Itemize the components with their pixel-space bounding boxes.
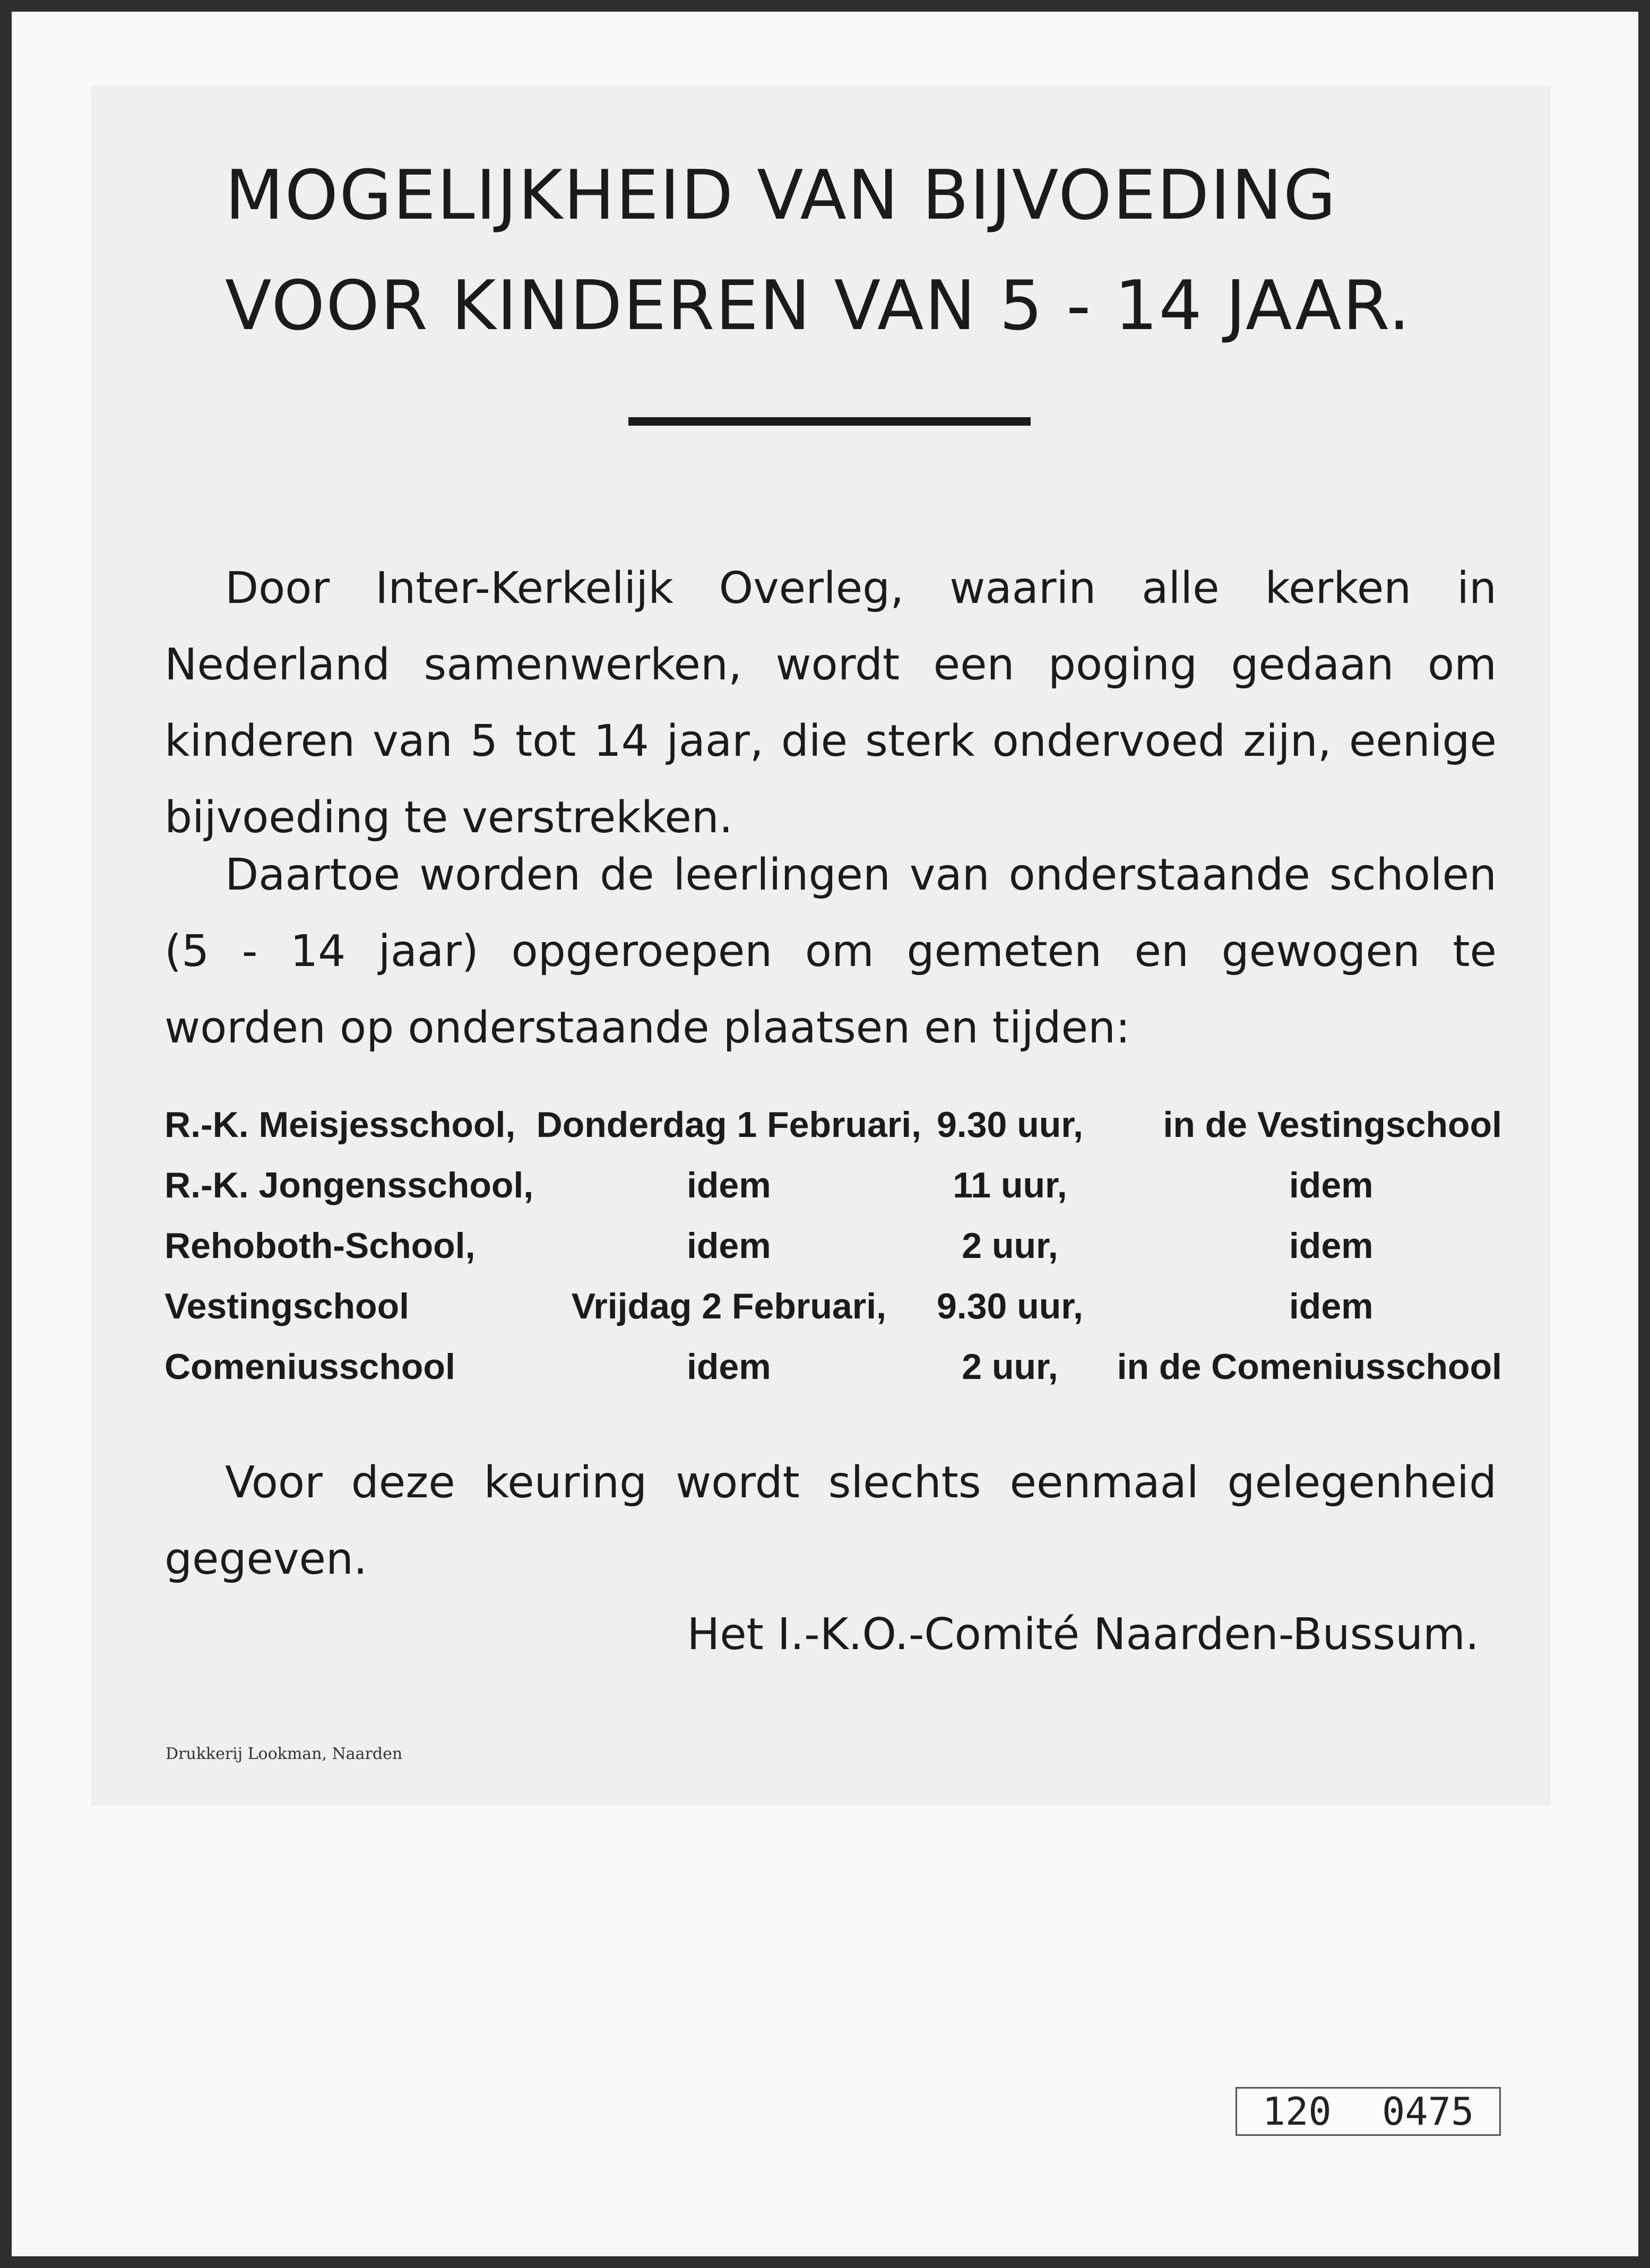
schedule-place: idem: [1289, 1286, 1373, 1326]
schedule-day: idem: [686, 1226, 771, 1266]
schedule-place: idem: [1289, 1165, 1373, 1205]
schedule-place: in de Vestingschool: [1163, 1105, 1502, 1145]
schedule-row: [165, 1155, 1502, 1215]
archive-number-label: [1236, 2087, 1501, 2136]
poster-title-line-1: MOGELIJKHEID VAN BIJVOEDING: [225, 156, 1337, 235]
schedule-day: idem: [686, 1165, 771, 1205]
schedule-day: Donderdag 1 Februari,: [536, 1105, 922, 1145]
printer-imprint: Drukkerij Lookman, Naarden: [166, 1745, 403, 1763]
schedule-row: [165, 1276, 1502, 1336]
archive-number-part: 120: [1262, 2089, 1332, 2134]
schedule-day: Vrijdag 2 Februari,: [571, 1286, 886, 1326]
schedule-table: [165, 1094, 1502, 1397]
schedule-school: R.-K. Meisjesschool,: [165, 1105, 516, 1145]
schedule-school: R.-K. Jongensschool,: [165, 1165, 534, 1205]
schedule-time: 9.30 uur,: [936, 1286, 1083, 1326]
closing-paragraph: Voor deze keuring wordt slechts eenmaal gelegenheid gegeven.: [165, 1458, 1497, 1584]
schedule-school: Rehoboth-School,: [165, 1226, 476, 1266]
schedule-row: [165, 1094, 1502, 1155]
schedule-time: 2 uur,: [962, 1226, 1058, 1266]
schedule-time: 11 uur,: [953, 1165, 1067, 1205]
schedule-row: [165, 1336, 1502, 1397]
archive-number-part: 0475: [1381, 2089, 1474, 2134]
schedule-place: in de Comeniusschool: [1117, 1347, 1502, 1387]
poster-title-line-2: VOOR KINDEREN VAN 5 - 14 JAAR.: [225, 266, 1411, 346]
schedule-place: idem: [1289, 1226, 1373, 1266]
schedule-school: Comeniusschool: [165, 1347, 455, 1387]
intro-paragraph: Door Inter-Kerkelijk Overleg, waarin alle kerken in Nederland samenwerken, wordt een poging gedaan om kinderen van 5 tot 14 jaar, die sterk ondervoed zijn, eenige bijvoeding te verstrekken.: [165, 563, 1497, 843]
schedule-time: 9.30 uur,: [936, 1105, 1083, 1145]
schedule-school: Vestingschool: [165, 1286, 409, 1326]
title-divider: [628, 417, 1031, 426]
photo-frame: [12, 12, 1638, 2256]
schedule-row: [165, 1215, 1502, 1276]
schedule-day: idem: [686, 1347, 771, 1387]
schedule-time: 2 uur,: [962, 1347, 1058, 1387]
instruction-paragraph: Daartoe worden de leerlingen van onderstaande scholen (5 - 14 jaar) opgeroepen om gemeten en gewogen te worden op onderstaande plaatsen en tijden:: [165, 850, 1497, 1053]
signature: Het I.-K.O.-Comité Naarden-Bussum.: [687, 1609, 1479, 1660]
